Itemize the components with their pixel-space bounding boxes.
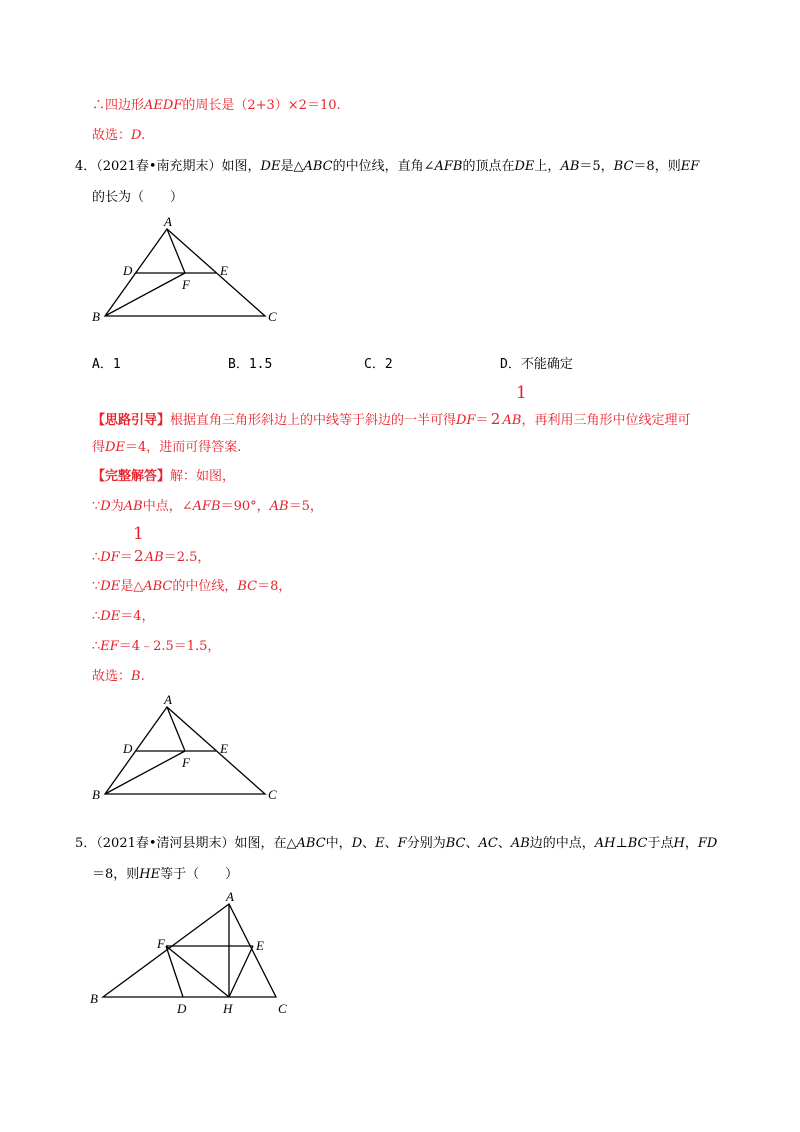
q4-triangle-figure bbox=[88, 215, 288, 327]
label-b: B bbox=[90, 991, 98, 1006]
q4-option-a[interactable]: A．1 bbox=[92, 357, 121, 372]
label-a: A bbox=[226, 889, 234, 904]
q5-stem-line1: 5．（2021春•清河县期末）如图，在△ABC中，D、E、F分别为BC、AC、AB边的中点，AH⊥BC于点H，FD bbox=[75, 836, 718, 851]
label-d: D bbox=[123, 263, 133, 278]
q4-stem-line1: 4．（2021春•南充期末）如图，DE是△ABC的中位线，直角∠AFB的顶点在DE上，AB＝5，BC＝8，则EF bbox=[75, 159, 700, 174]
hint-fraction-numerator: 1 bbox=[516, 383, 527, 403]
q5-triangle-figure bbox=[86, 888, 301, 1018]
hint-fraction-denominator: 2 bbox=[490, 410, 501, 428]
q4-solution-line5: ∴EF＝4﹣2.5＝1.5， bbox=[92, 639, 221, 654]
q4-hint-line2: 得DE＝4，进而可得答案. bbox=[92, 440, 242, 455]
q4-hint-line1: 【思路引导】根据直角三角形斜边上的中线等于斜边的一半可得DF＝ 2 AB，再利用三角形中位线定理可 bbox=[92, 410, 691, 428]
solution-fraction-denominator: 2 bbox=[133, 547, 144, 565]
label-f: F bbox=[182, 755, 190, 770]
label-a: A bbox=[164, 693, 172, 707]
label-c: C bbox=[268, 787, 277, 802]
label-c: C bbox=[278, 1001, 287, 1016]
q4-option-b[interactable]: B．1.5 bbox=[228, 357, 273, 372]
label-e: E bbox=[220, 741, 228, 756]
label-e: E bbox=[220, 263, 228, 278]
q4-solution-line3: ∵DE是△ABC的中位线，BC＝8， bbox=[92, 579, 292, 594]
q4-stem-line2: 的长为（ ） bbox=[92, 190, 184, 205]
q4-solution-header: 【完整解答】解：如图， bbox=[92, 469, 236, 484]
label-e: E bbox=[256, 938, 264, 953]
label-a: A bbox=[164, 215, 172, 229]
label-b: B bbox=[92, 309, 100, 324]
label-f: F bbox=[182, 277, 190, 292]
label-c: C bbox=[268, 309, 277, 324]
q4-solution-line1: ∵D为AB中点，∠AFB＝90°，AB＝5， bbox=[92, 499, 323, 514]
label-d: D bbox=[123, 741, 133, 756]
perimeter-statement: ∴四边形AEDF的周长是（2+3）×2＝10. bbox=[92, 98, 341, 113]
triangle-abc bbox=[103, 904, 276, 997]
solution-fraction-numerator: 1 bbox=[133, 524, 144, 544]
segment-he bbox=[229, 946, 253, 997]
q5-stem-line2: ＝8，则HE等于（ ） bbox=[92, 867, 239, 882]
segment-bf bbox=[105, 273, 185, 316]
q4-option-d[interactable]: D．不能确定 bbox=[500, 357, 573, 372]
label-h: H bbox=[223, 1001, 233, 1016]
q4-solution-line2: ∴DF＝2AB＝2.5， bbox=[92, 547, 211, 565]
q4-solution-line4: ∴DE＝4， bbox=[92, 609, 155, 624]
previous-answer: 故选：D. bbox=[92, 128, 146, 143]
segment-af bbox=[167, 707, 185, 751]
q4-solution-answer: 故选：B. bbox=[92, 669, 145, 684]
label-f: F bbox=[157, 936, 165, 951]
segment-bf bbox=[105, 751, 185, 794]
label-b: B bbox=[92, 787, 100, 802]
segment-af bbox=[167, 229, 185, 273]
hint-tag: 【思路引导】 bbox=[92, 413, 171, 428]
segment-fh bbox=[166, 946, 229, 997]
solution-tag: 【完整解答】 bbox=[92, 469, 171, 484]
q4-option-c[interactable]: C．2 bbox=[364, 357, 393, 372]
label-d: D bbox=[177, 1001, 187, 1016]
q4-solution-figure bbox=[88, 693, 288, 805]
